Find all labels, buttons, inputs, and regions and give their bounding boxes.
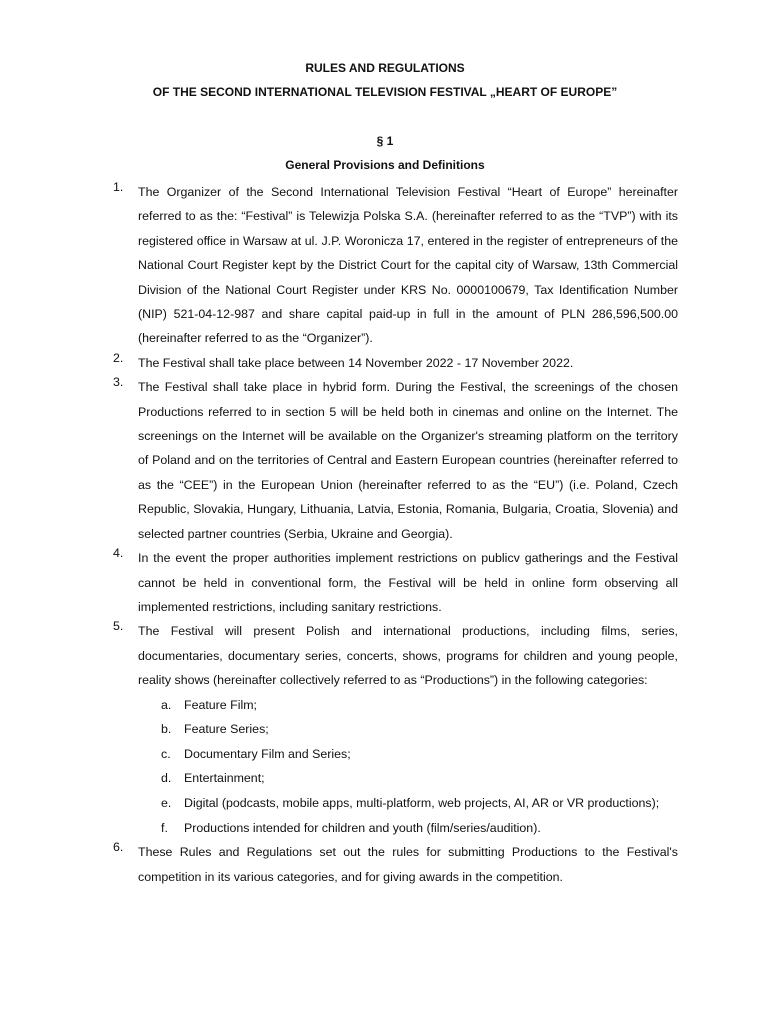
- category-text: Entertainment;: [184, 771, 265, 786]
- category-text: Feature Series;: [184, 722, 269, 737]
- item-number: 3.: [113, 375, 124, 390]
- category-item: [138, 766, 678, 791]
- section-number: § 1: [376, 134, 394, 148]
- section-title: General Provisions and Definitions: [285, 158, 485, 172]
- item-text: These Rules and Regulations set out the rules for submitting Productions to the Festival's competition in its various categories, and for giving awards in the competition.: [138, 845, 678, 884]
- category-text: Productions intended for children and youth (film/series/audition).: [184, 820, 541, 835]
- categories-list: [138, 693, 678, 841]
- category-item: [138, 693, 678, 718]
- item-text: The Festival shall take place in hybrid form. During the Festival, the screenings of the chosen Productions referred to in section 5 will be held both in cinemas and online on the Internet. The screenings on the Internet will be available on the Organizer's streaming platform on the territory of Poland and on the territories of Central and Eastern European countries (hereinafter referred to as the “CEE”) in the European Union (hereinafter referred to as the “EU”) (i.e. Poland, Czech Republic, Slovakia, Hungary, Lithuania, Latvia, Estonia, Romania, Bulgaria, Croatia, Slovenia) and selected partner countries (Serbia, Ukraine and Georgia).: [138, 380, 678, 541]
- item-number: 1.: [113, 180, 124, 194]
- item-text: In the event the proper authorities implement restrictions on publicv gatherings and the Festival cannot be held in conventional form, the Festival will be held in online form observing all implemented restrictions, including sanitary restrictions.: [138, 551, 678, 614]
- item-number: 6.: [113, 840, 124, 855]
- item-number: 4.: [113, 546, 124, 561]
- category-item: [138, 791, 678, 816]
- category-text: Digital (podcasts, mobile apps, multi-platform, web projects, AI, AR or VR productions);: [184, 795, 660, 810]
- category-item: [138, 742, 678, 767]
- item-number: 5.: [113, 619, 124, 634]
- list-item: [0, 546, 770, 619]
- category-letter: a.: [161, 697, 172, 712]
- category-letter: e.: [161, 795, 172, 810]
- category-letter: b.: [161, 722, 172, 737]
- item-text: The Festival shall take place between 14 November 2022 - 17 November 2022.: [138, 355, 574, 370]
- item-text: The Organizer of the Second International Television Festival “Heart of Europe” hereinafter referred to as the: “Festival” is Telewizja Polska S.A. (hereinafter referred to as the “TVP”) with its registered office in Warsaw at ul. J.P. Woronicza 17, entered in the register of entrepreneurs of the National Court Register kept by the District Court for the capital city of Warsaw, 13th Commercial Division of the National Court Register under KRS No. 0000100679, Tax Identification Number (NIP) 521-04-12-987 and share capital paid-up in full in the amount of PLN 286,596,500.00 (hereinafter referred to as the “Organizer”).: [138, 185, 678, 346]
- category-text: Documentary Film and Series;: [184, 746, 351, 761]
- document-title: RULES AND REGULATIONS: [305, 61, 465, 75]
- category-letter: c.: [161, 746, 171, 761]
- list-item: [0, 180, 770, 351]
- category-item: [138, 717, 678, 742]
- list-item: [0, 351, 770, 375]
- category-letter: f.: [161, 820, 168, 835]
- item-number: 2.: [113, 350, 124, 365]
- category-letter: d.: [161, 771, 172, 786]
- category-text: Feature Film;: [184, 697, 257, 712]
- item-text: The Festival will present Polish and international productions, including films, series, documentaries, documentary series, concerts, shows, programs for children and young people, reality shows (hereinafter collectively referred to as “Productions”) in the following categories:: [138, 624, 678, 688]
- list-item: [0, 619, 770, 840]
- document-subtitle: OF THE SECOND INTERNATIONAL TELEVISION FESTIVAL „HEART OF EUROPE”: [152, 85, 618, 99]
- list-item: [0, 375, 770, 546]
- list-item: [0, 840, 770, 889]
- category-item: [138, 816, 678, 841]
- provisions-list: [0, 180, 770, 889]
